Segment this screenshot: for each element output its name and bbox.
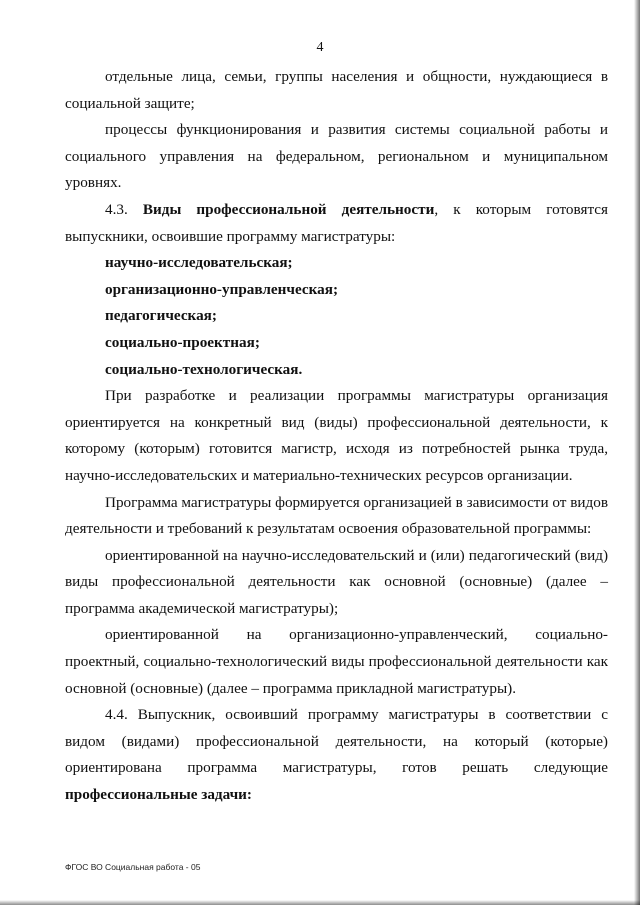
scan-edge-bottom (0, 900, 640, 905)
activity-type-management: организационно-управленческая; (105, 280, 338, 298)
paragraph-activity-types-intro (65, 197, 608, 250)
paragraph-individuals: отдельные лица, семьи, группы населения и общности, нуждающиеся в социальной защите; (65, 68, 608, 112)
footer-standard-label: ФГОС ВО Социальная работа - 05 (65, 862, 201, 872)
page-number: 4 (316, 40, 324, 55)
activity-types-intro-text: , к которым готовятся выпускники, освоившие программу магистратуры: (65, 200, 608, 245)
professional-tasks-heading: профессиональные задачи: (65, 786, 252, 804)
section-number: 4.3. (105, 200, 128, 218)
activity-type-research: научно-исследовательская; (105, 254, 293, 272)
paragraph-graduate-tasks (65, 702, 608, 808)
paragraph-applied-master: ориентированной на организационно-управленческий, социально-проектный, социально-технологический виды профессиональной деятельности как основной (основные) (далее – программа прикладной магистратуры). (65, 626, 608, 697)
paragraph-program-formation: Программа магистратуры формируется организацией в зависимости от видов деятельности и требований к результатам освоения образовательной программы: (65, 493, 608, 538)
paragraph-academic-master: ориентированной на научно-исследовательский и (или) педагогический (вид) виды профессиональной деятельности как основной (основные) (далее – программа академической магистратуры); (65, 546, 608, 617)
activity-type-pedagogical: педагогическая; (105, 307, 217, 325)
activity-type-social-technology: социально-технологическая. (105, 360, 303, 378)
activity-types-heading: Виды профессиональной деятельности (142, 200, 435, 218)
activity-type-social-project: социально-проектная; (105, 333, 260, 351)
scan-edge-right (634, 0, 640, 905)
document-body (65, 64, 608, 809)
paragraph-program-orientation: При разработке и реализации программы магистратуры организация ориентируется на конкретный вид (виды) профессиональной деятельности, к которому (которым) готовится магистр, исходя из потребностей рынка труда, научно-исследовательских и материально-технических ресурсов организации. (65, 387, 608, 484)
paragraph-processes: процессы функционирования и развития системы социальной работы и социального управления на федеральном, региональном и муниципальном уровнях. (65, 121, 608, 192)
graduate-tasks-text: 4.4. Выпускник, освоивший программу магистратуры в соответствии с видом (видами) профессиональной деятельности, на который (которые) ориентирована программа магистратуры, готов решать следующие (65, 706, 608, 777)
